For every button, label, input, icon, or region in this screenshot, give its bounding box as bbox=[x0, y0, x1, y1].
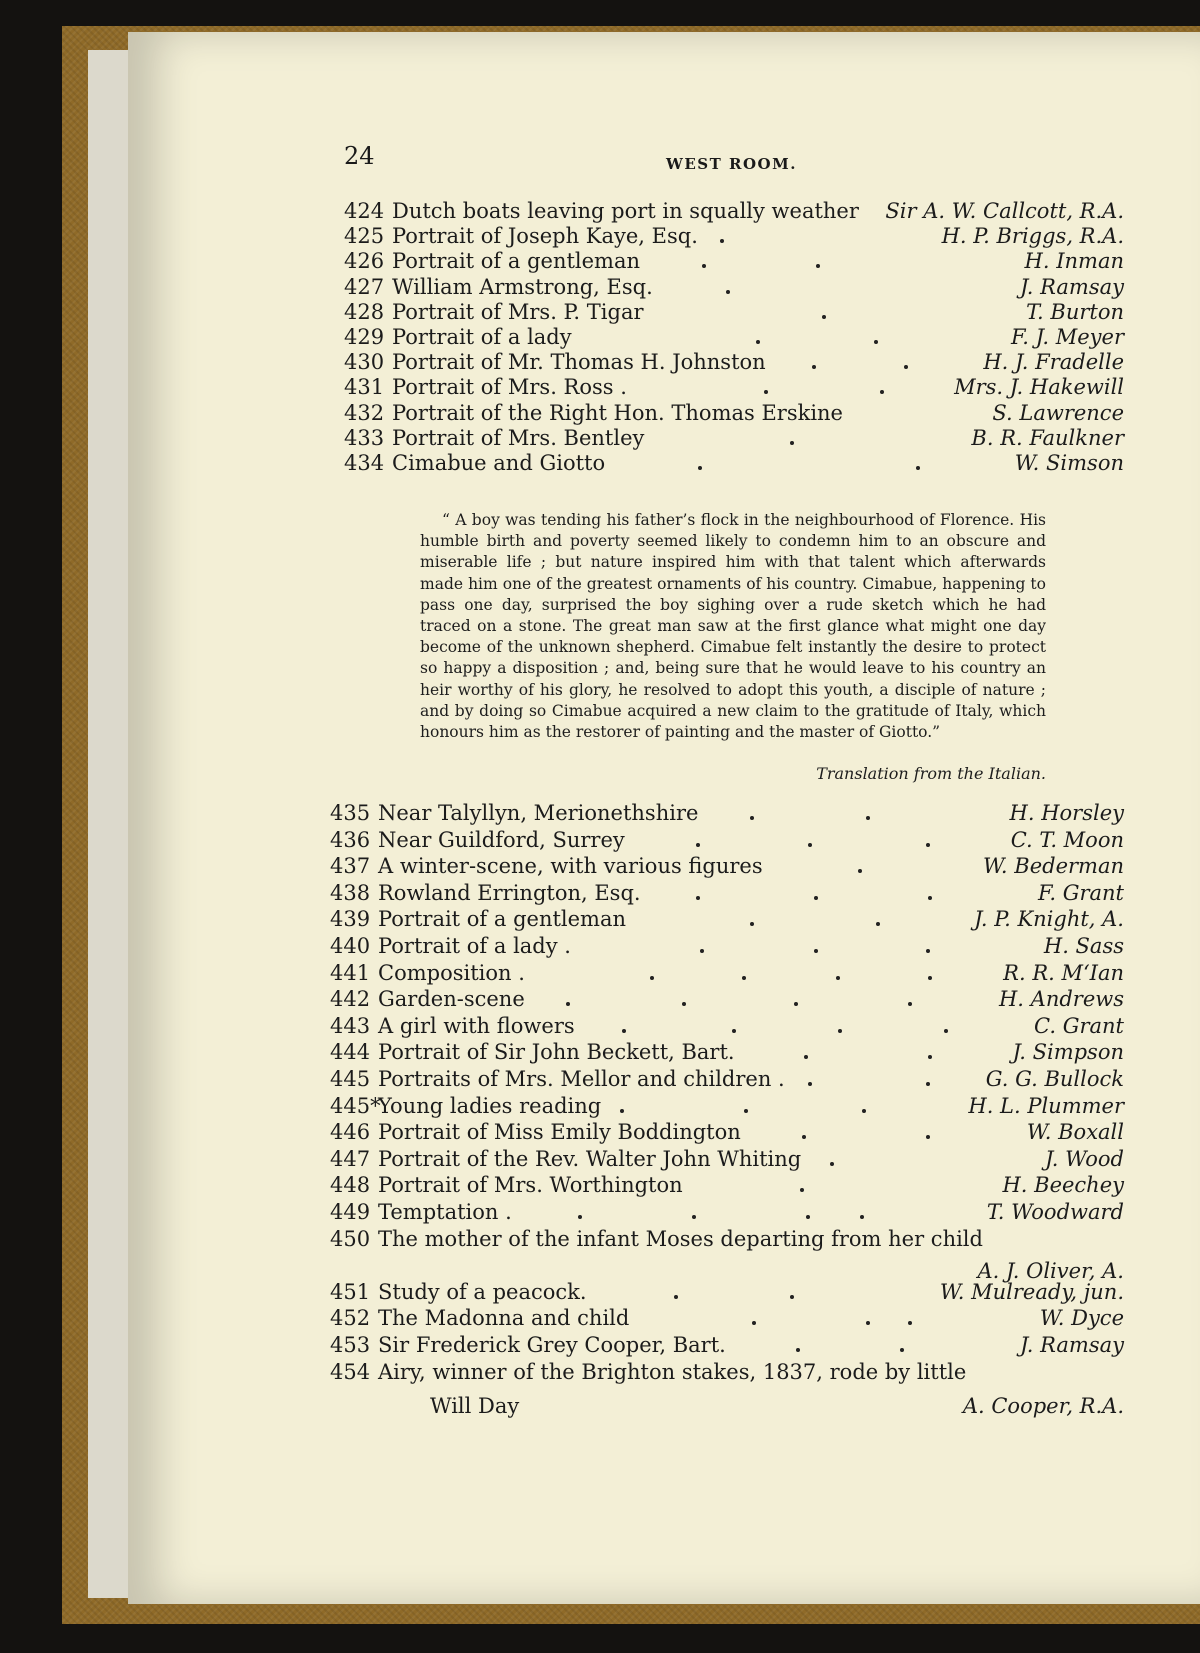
leader-dot bbox=[808, 843, 812, 847]
catalogue-entry bbox=[344, 223, 1124, 250]
entry-artist: H. Inman bbox=[1024, 249, 1124, 274]
entry-title: Portrait of a gentleman bbox=[378, 907, 627, 932]
entry-title: Portrait of a lady . bbox=[378, 934, 571, 958]
entry-number: 439 bbox=[330, 907, 371, 932]
entry-artist: W. Boxall bbox=[1026, 1120, 1124, 1145]
leader-dot bbox=[860, 1215, 864, 1219]
leader-dot bbox=[908, 1321, 912, 1325]
entry-number: 454 bbox=[330, 1359, 371, 1384]
leader-dot bbox=[806, 1215, 810, 1219]
entry-title: Young ladies reading bbox=[378, 1093, 602, 1118]
entry-title: William Armstrong, Esq. bbox=[392, 274, 653, 299]
entry-artist: F. J. Meyer bbox=[1010, 325, 1124, 349]
leader-dot bbox=[904, 365, 908, 369]
leader-dot bbox=[696, 896, 700, 900]
entry-artist: R. R. M‘Ian bbox=[1003, 960, 1124, 985]
catalogue-entry bbox=[330, 1172, 1124, 1199]
leader-dot bbox=[880, 390, 884, 394]
entry-number: 444 bbox=[330, 1040, 371, 1065]
leader-dot bbox=[928, 896, 932, 900]
leader-dot bbox=[858, 869, 862, 873]
leader-dot bbox=[702, 264, 706, 268]
leader-dot bbox=[816, 264, 820, 268]
catalogue-entry bbox=[330, 1332, 1124, 1359]
entry-artist: J. Wood bbox=[1044, 1146, 1124, 1171]
catalogue-entry bbox=[330, 1093, 1124, 1120]
entry-number: 424 bbox=[344, 199, 385, 223]
entry-number: 432 bbox=[344, 400, 385, 425]
entry-artist: J. Ramsay bbox=[1019, 274, 1124, 299]
entry-number: 441 bbox=[330, 960, 371, 985]
entry-number: 431 bbox=[344, 375, 385, 400]
entry-number: 440 bbox=[330, 934, 371, 958]
entry-title: Study of a peacock. bbox=[378, 1279, 587, 1304]
leader-dot bbox=[908, 1002, 912, 1006]
entry-artist: H. Beechey bbox=[1002, 1173, 1124, 1198]
leader-dot bbox=[800, 1188, 804, 1192]
entry-number: 428 bbox=[344, 299, 385, 324]
entry-title: Portrait of a lady bbox=[392, 325, 572, 349]
catalogue-entry bbox=[344, 324, 1124, 351]
catalogue-entry bbox=[330, 800, 1124, 827]
catalogue-entry bbox=[330, 1305, 1124, 1332]
leader-dot bbox=[620, 1109, 624, 1113]
entry-artist: H. Andrews bbox=[998, 987, 1124, 1012]
entry-number: 438 bbox=[330, 880, 371, 905]
entry-title: Near Guildford, Surrey bbox=[378, 827, 625, 852]
entry-number: 434 bbox=[344, 451, 385, 475]
entry-title: A winter-scene, with various figures bbox=[378, 854, 763, 879]
leader-dot bbox=[794, 1002, 798, 1006]
leader-dot bbox=[926, 949, 930, 953]
running-head: WEST ROOM. bbox=[666, 155, 797, 173]
catalogue-entry bbox=[344, 374, 1124, 401]
entry-number: 429 bbox=[344, 325, 385, 349]
entry-number: 453 bbox=[330, 1333, 371, 1357]
entry-artist: W. Dyce bbox=[1039, 1306, 1124, 1331]
leader-dot bbox=[750, 816, 754, 820]
entry-title: The mother of the infant Moses departing from her child bbox=[378, 1226, 983, 1251]
leader-dot bbox=[650, 976, 654, 980]
entry-artist: W. Simson bbox=[1014, 451, 1124, 475]
entry-title: Near Talyllyn, Merionethshire bbox=[378, 801, 699, 825]
quotation-attribution: Translation from the Italian. bbox=[816, 764, 1046, 783]
entry-title: Portrait of Mr. Thomas H. Johnston bbox=[392, 350, 766, 375]
leader-dot bbox=[916, 466, 920, 470]
leader-dot bbox=[698, 466, 702, 470]
leader-dot bbox=[812, 365, 816, 369]
catalogue-entry bbox=[344, 299, 1124, 326]
leader-dot bbox=[742, 976, 746, 980]
entry-title: Portrait of Sir John Beckett, Bart. bbox=[378, 1040, 735, 1065]
leader-dot bbox=[822, 315, 826, 319]
entry-title: Portrait of Mrs. Bentley bbox=[392, 425, 645, 450]
catalogue-entry bbox=[330, 1146, 1124, 1173]
entry-title: Portrait of Mrs. Ross . bbox=[392, 375, 627, 400]
catalogue-entry bbox=[344, 425, 1124, 452]
leader-dot bbox=[808, 1082, 812, 1086]
leader-dot bbox=[692, 1215, 696, 1219]
catalogue-entry bbox=[330, 1039, 1124, 1066]
catalogue-entry bbox=[330, 986, 1124, 1013]
entry-artist: W. Bederman bbox=[983, 854, 1124, 879]
entry-artist: J. P. Knight, A. bbox=[974, 907, 1124, 932]
entry-artist: Mrs. J. Hakewill bbox=[954, 375, 1124, 400]
catalogue-entry bbox=[330, 827, 1124, 854]
entry-number: 442 bbox=[330, 987, 371, 1012]
entry-number: 433 bbox=[344, 425, 385, 450]
leader-dot bbox=[926, 1135, 930, 1139]
leader-dot bbox=[700, 949, 704, 953]
entry-artist: T. Burton bbox=[1026, 299, 1124, 324]
catalogue-entry bbox=[330, 1199, 1124, 1226]
entry-title: Garden-scene bbox=[378, 987, 525, 1012]
entry-title: Portrait of Mrs. P. Tigar bbox=[392, 299, 644, 324]
entry-title: A girl with flowers bbox=[378, 1013, 575, 1038]
catalogue-entry bbox=[330, 853, 1124, 880]
entry-title: Rowland Errington, Esq. bbox=[378, 880, 641, 905]
leader-dot bbox=[874, 340, 878, 344]
entry-artist: G. G. Bullock bbox=[985, 1067, 1124, 1091]
catalogue-entry bbox=[344, 349, 1124, 376]
leader-dot bbox=[836, 976, 840, 980]
leader-dot bbox=[720, 239, 724, 243]
leader-dot bbox=[802, 1135, 806, 1139]
entry-number: 452 bbox=[330, 1306, 371, 1331]
leader-dot bbox=[578, 1215, 582, 1219]
leader-dot bbox=[814, 949, 818, 953]
entry-title: Temptation . bbox=[378, 1200, 512, 1224]
entry-number: 451 bbox=[330, 1279, 371, 1304]
leader-dot bbox=[928, 1055, 932, 1059]
leader-dot bbox=[900, 1348, 904, 1352]
entry-title: Dutch boats leaving port in squally weather bbox=[392, 199, 859, 223]
entry-artist: H. Sass bbox=[1043, 934, 1124, 958]
entry-number: 435 bbox=[330, 801, 371, 825]
catalogue-entry bbox=[330, 1226, 1124, 1253]
leader-dot bbox=[790, 441, 794, 445]
leader-dot bbox=[674, 1295, 678, 1299]
leader-dot bbox=[830, 1162, 834, 1166]
leader-dot bbox=[804, 1055, 808, 1059]
entry-artist: J. Simpson bbox=[1012, 1040, 1124, 1065]
catalogue-entry bbox=[344, 274, 1124, 301]
quotation-text: “ A boy was tending his father’s flock in the neighbourhood of Florence. His humble birth and poverty seemed likely to condemn him to an obscure and miserable life ; but nature inspired him with that talent which afterwards made him one of the greatest ornaments of his country. Cimabue, happening to pass one day, surprised the boy sighing over a rude sketch which he had traced on a stone. The great man saw at the first glance what might one day become of the unknown shepherd. Cimabue felt instantly the desire to protect so happy a disposition ; and, being sure that he would leave to his country an heir worthy of his glory, he resolved to adopt this youth, a disciple of nature ; and by doing so Cimabue acquired a new claim to the gratitude of Italy, which honours him as the restorer of painting and the master of Giotto.” bbox=[420, 511, 1046, 742]
entry-title: Airy, winner of the Brighton stakes, 1837, rode by little bbox=[378, 1359, 967, 1384]
quotation bbox=[420, 510, 1046, 743]
leader-dot bbox=[796, 1348, 800, 1352]
entry-450-artist: A. J. Oliver, A. bbox=[977, 1259, 1124, 1283]
leader-dot bbox=[744, 1109, 748, 1113]
entry-454-title-continuation: Will Day bbox=[430, 1394, 520, 1418]
leader-dot bbox=[866, 816, 870, 820]
entry-number: 430 bbox=[344, 350, 385, 375]
entry-artist: C. T. Moon bbox=[1010, 827, 1124, 852]
entry-title: Cimabue and Giotto bbox=[392, 451, 606, 475]
catalogue-entry bbox=[344, 450, 1124, 477]
leader-dot bbox=[756, 340, 760, 344]
entry-artist: W. Mulready, jun. bbox=[939, 1279, 1124, 1304]
entry-artist: H. J. Fradelle bbox=[983, 350, 1124, 375]
entry-number: 445* bbox=[330, 1093, 381, 1118]
page-number: 24 bbox=[344, 142, 375, 170]
entry-number: 450 bbox=[330, 1226, 371, 1251]
catalogue-entry bbox=[330, 960, 1124, 987]
catalogue-entry bbox=[330, 1013, 1124, 1040]
catalogue-entry bbox=[344, 400, 1124, 427]
leader-dot bbox=[764, 390, 768, 394]
entry-number: 426 bbox=[344, 249, 385, 274]
entry-title: Portrait of Miss Emily Boddington bbox=[378, 1120, 741, 1145]
entry-artist: C. Grant bbox=[1034, 1013, 1124, 1038]
entry-artist: H. Horsley bbox=[1009, 801, 1124, 825]
leader-dot bbox=[928, 976, 932, 980]
leader-dot bbox=[726, 290, 730, 294]
catalogue-entry bbox=[330, 880, 1124, 907]
entry-454-artist: A. Cooper, R.A. bbox=[962, 1394, 1124, 1418]
catalogue-entry bbox=[344, 248, 1124, 275]
leader-dot bbox=[622, 1029, 626, 1033]
entry-number: 425 bbox=[344, 224, 385, 249]
leader-dot bbox=[838, 1029, 842, 1033]
entry-title: Portrait of a gentleman bbox=[392, 249, 641, 274]
leader-dot bbox=[814, 896, 818, 900]
leader-dot bbox=[926, 843, 930, 847]
leader-dot bbox=[944, 1029, 948, 1033]
entry-number: 445 bbox=[330, 1067, 371, 1091]
entry-title: Portraits of Mrs. Mellor and children . bbox=[378, 1067, 785, 1091]
catalogue-entry bbox=[330, 933, 1124, 960]
entry-artist: T. Woodward bbox=[986, 1200, 1124, 1224]
entry-artist: F. Grant bbox=[1038, 880, 1124, 905]
leader-dot bbox=[732, 1029, 736, 1033]
entry-title: Composition . bbox=[378, 960, 525, 985]
entry-artist: S. Lawrence bbox=[992, 400, 1124, 425]
leader-dot bbox=[790, 1295, 794, 1299]
catalogue-entry bbox=[330, 1359, 1124, 1386]
entry-number: 447 bbox=[330, 1146, 371, 1171]
entry-title: Portrait of Joseph Kaye, Esq. bbox=[392, 224, 698, 249]
leader-dot bbox=[876, 922, 880, 926]
entry-title: Portrait of the Right Hon. Thomas Erskine bbox=[392, 400, 843, 425]
entry-artist: B. R. Faulkner bbox=[971, 425, 1124, 450]
entry-artist: H. P. Briggs, R.A. bbox=[941, 224, 1124, 249]
entry-number: 446 bbox=[330, 1120, 371, 1145]
entry-number: 437 bbox=[330, 854, 371, 879]
entry-title: The Madonna and child bbox=[378, 1306, 630, 1331]
entry-number: 436 bbox=[330, 827, 371, 852]
leader-dot bbox=[696, 843, 700, 847]
entry-number: 448 bbox=[330, 1173, 371, 1198]
entry-number: 443 bbox=[330, 1013, 371, 1038]
leader-dot bbox=[926, 1082, 930, 1086]
entry-title: Portrait of Mrs. Worthington bbox=[378, 1173, 683, 1198]
leader-dot bbox=[682, 1002, 686, 1006]
entry-artist: H. L. Plummer bbox=[968, 1093, 1124, 1118]
leader-dot bbox=[866, 1321, 870, 1325]
leader-dot bbox=[752, 1321, 756, 1325]
leader-dot bbox=[862, 1109, 866, 1113]
entry-number: 427 bbox=[344, 274, 385, 299]
entry-title: Sir Frederick Grey Cooper, Bart. bbox=[378, 1333, 726, 1357]
entry-title: Portrait of the Rev. Walter John Whiting bbox=[378, 1146, 802, 1171]
catalogue-entry bbox=[330, 906, 1124, 933]
catalogue-entry bbox=[330, 1066, 1124, 1093]
leader-dot bbox=[566, 1002, 570, 1006]
catalogue-entry bbox=[330, 1119, 1124, 1146]
leader-dot bbox=[750, 922, 754, 926]
entry-artist: J. Ramsay bbox=[1019, 1333, 1124, 1357]
catalogue-entry bbox=[344, 198, 1124, 225]
entry-artist: Sir A. W. Callcott, R.A. bbox=[885, 199, 1124, 223]
entry-number: 449 bbox=[330, 1200, 371, 1224]
